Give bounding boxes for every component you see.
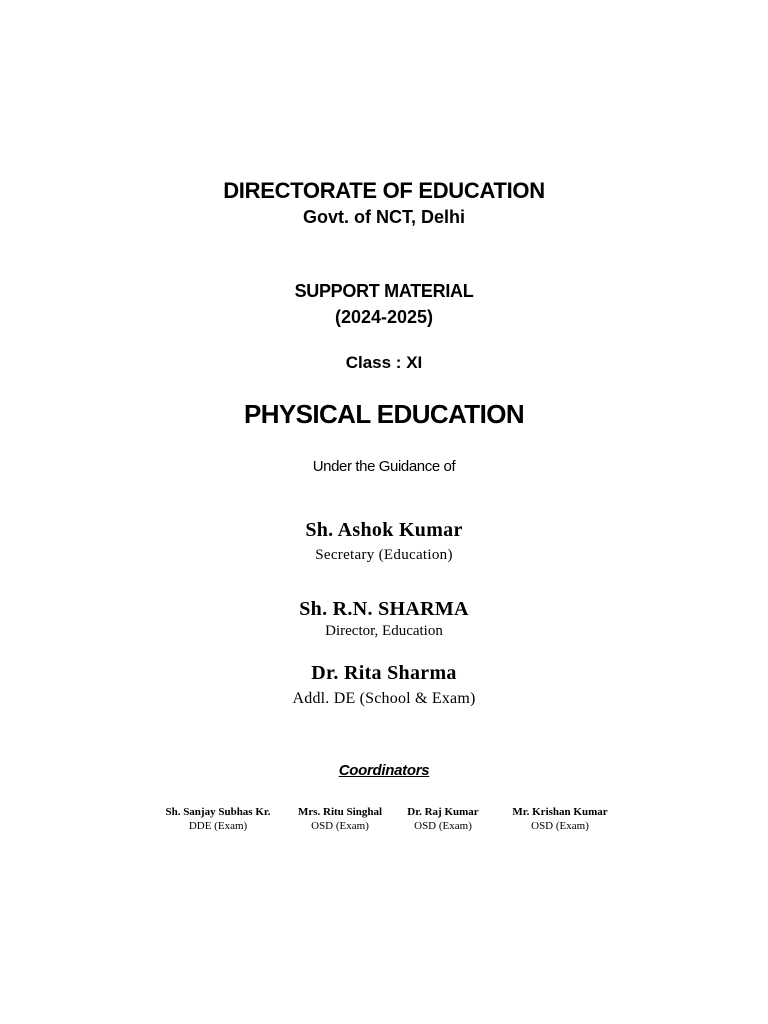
coordinator-name: Mrs. Ritu Singhal xyxy=(297,806,383,818)
official-role: Secretary (Education) xyxy=(315,547,453,563)
material-year: (2024-2025) xyxy=(334,307,434,327)
official-name: Dr. Rita Sharma xyxy=(311,662,457,684)
official-name: Sh. R.N. SHARMA xyxy=(299,598,469,620)
subject-title: PHYSICAL EDUCATION xyxy=(243,399,525,429)
coordinator-role: OSD (Exam) xyxy=(531,820,589,832)
coordinator-role: OSD (Exam) xyxy=(414,820,472,832)
coordinator-name: Mr. Krishan Kumar xyxy=(512,806,608,818)
material-title: SUPPORT MATERIAL xyxy=(294,281,474,301)
coordinator-role: OSD (Exam) xyxy=(311,820,369,832)
class-label: Class : XI xyxy=(345,353,423,372)
govt-subtitle: Govt. of NCT, Delhi xyxy=(303,207,465,227)
coordinator-entry xyxy=(485,805,635,833)
coordinator-name: Dr. Raj Kumar xyxy=(407,806,479,818)
coordinator-name: Sh. Sanjay Subhas Kr. xyxy=(165,806,271,818)
coordinator-role: DDE (Exam) xyxy=(188,820,248,832)
official-name: Sh. Ashok Kumar xyxy=(305,519,463,541)
coordinators-heading: Coordinators xyxy=(338,762,430,779)
guidance-label: Under the Guidance of xyxy=(312,458,456,475)
official-role: Addl. DE (School & Exam) xyxy=(292,690,476,707)
official-role: Director, Education xyxy=(325,623,443,639)
org-title: DIRECTORATE OF EDUCATION xyxy=(223,178,545,203)
